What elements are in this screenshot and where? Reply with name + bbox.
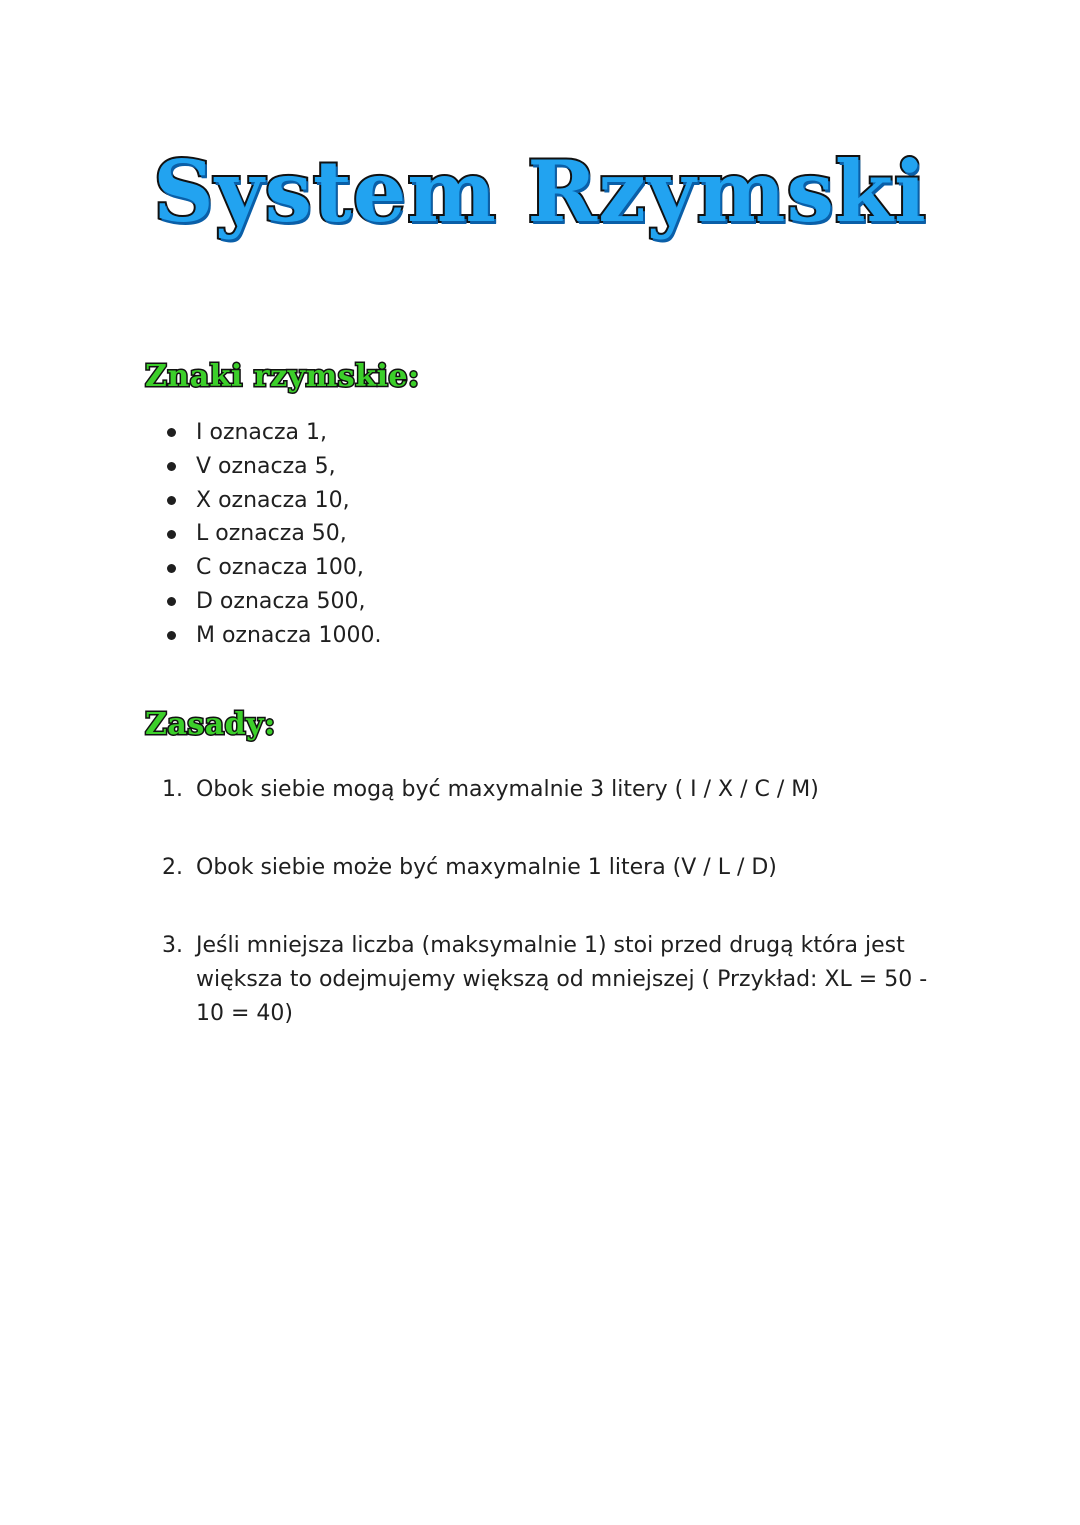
list-item xyxy=(162,585,382,619)
rule-item-2 xyxy=(162,851,952,885)
rule-item-1 xyxy=(162,773,952,807)
signs-list xyxy=(162,416,382,653)
sign-text: C oznacza 100, xyxy=(196,555,364,581)
bullet-icon xyxy=(167,564,176,573)
list-item xyxy=(162,450,382,484)
sign-text: L oznacza 50, xyxy=(196,521,347,547)
list-item xyxy=(162,484,382,518)
list-item xyxy=(162,619,382,653)
rule-text: Obok siebie mogą być maxymalnie 3 litery ( I / X / C / M) xyxy=(196,777,819,802)
bullet-icon xyxy=(167,496,176,505)
rule-number: 3. xyxy=(162,933,183,958)
rule-text: Jeśli mniejsza liczba (maksymalnie 1) stoi przed drugą która jest większa to odejmujemy większą od mniejszej ( Przykład: XL = 50 - 10 = 40) xyxy=(196,933,928,1026)
bullet-icon xyxy=(167,530,176,539)
list-item xyxy=(162,416,382,450)
rule-number: 1. xyxy=(162,777,183,802)
bullet-icon xyxy=(167,597,176,606)
sign-text: V oznacza 5, xyxy=(196,453,336,479)
sign-text: M oznacza 1000. xyxy=(196,622,382,648)
signs-heading: Znaki rzymskie: xyxy=(145,359,420,394)
list-item xyxy=(162,551,382,585)
rule-item-3 xyxy=(162,929,952,1031)
rule-number: 2. xyxy=(162,855,183,880)
bullet-icon xyxy=(167,462,176,471)
page-title: System Rzymski xyxy=(153,142,927,241)
bullet-icon xyxy=(167,631,176,640)
list-item xyxy=(162,517,382,551)
sign-text: X oznacza 10, xyxy=(196,487,350,513)
sign-text: I oznacza 1, xyxy=(196,420,328,445)
rule-text: Obok siebie może być maxymalnie 1 litera (V / L / D) xyxy=(196,855,777,880)
sign-text: D oznacza 500, xyxy=(196,588,366,614)
rules-heading: Zasady: xyxy=(145,707,276,742)
bullet-icon xyxy=(167,428,176,437)
